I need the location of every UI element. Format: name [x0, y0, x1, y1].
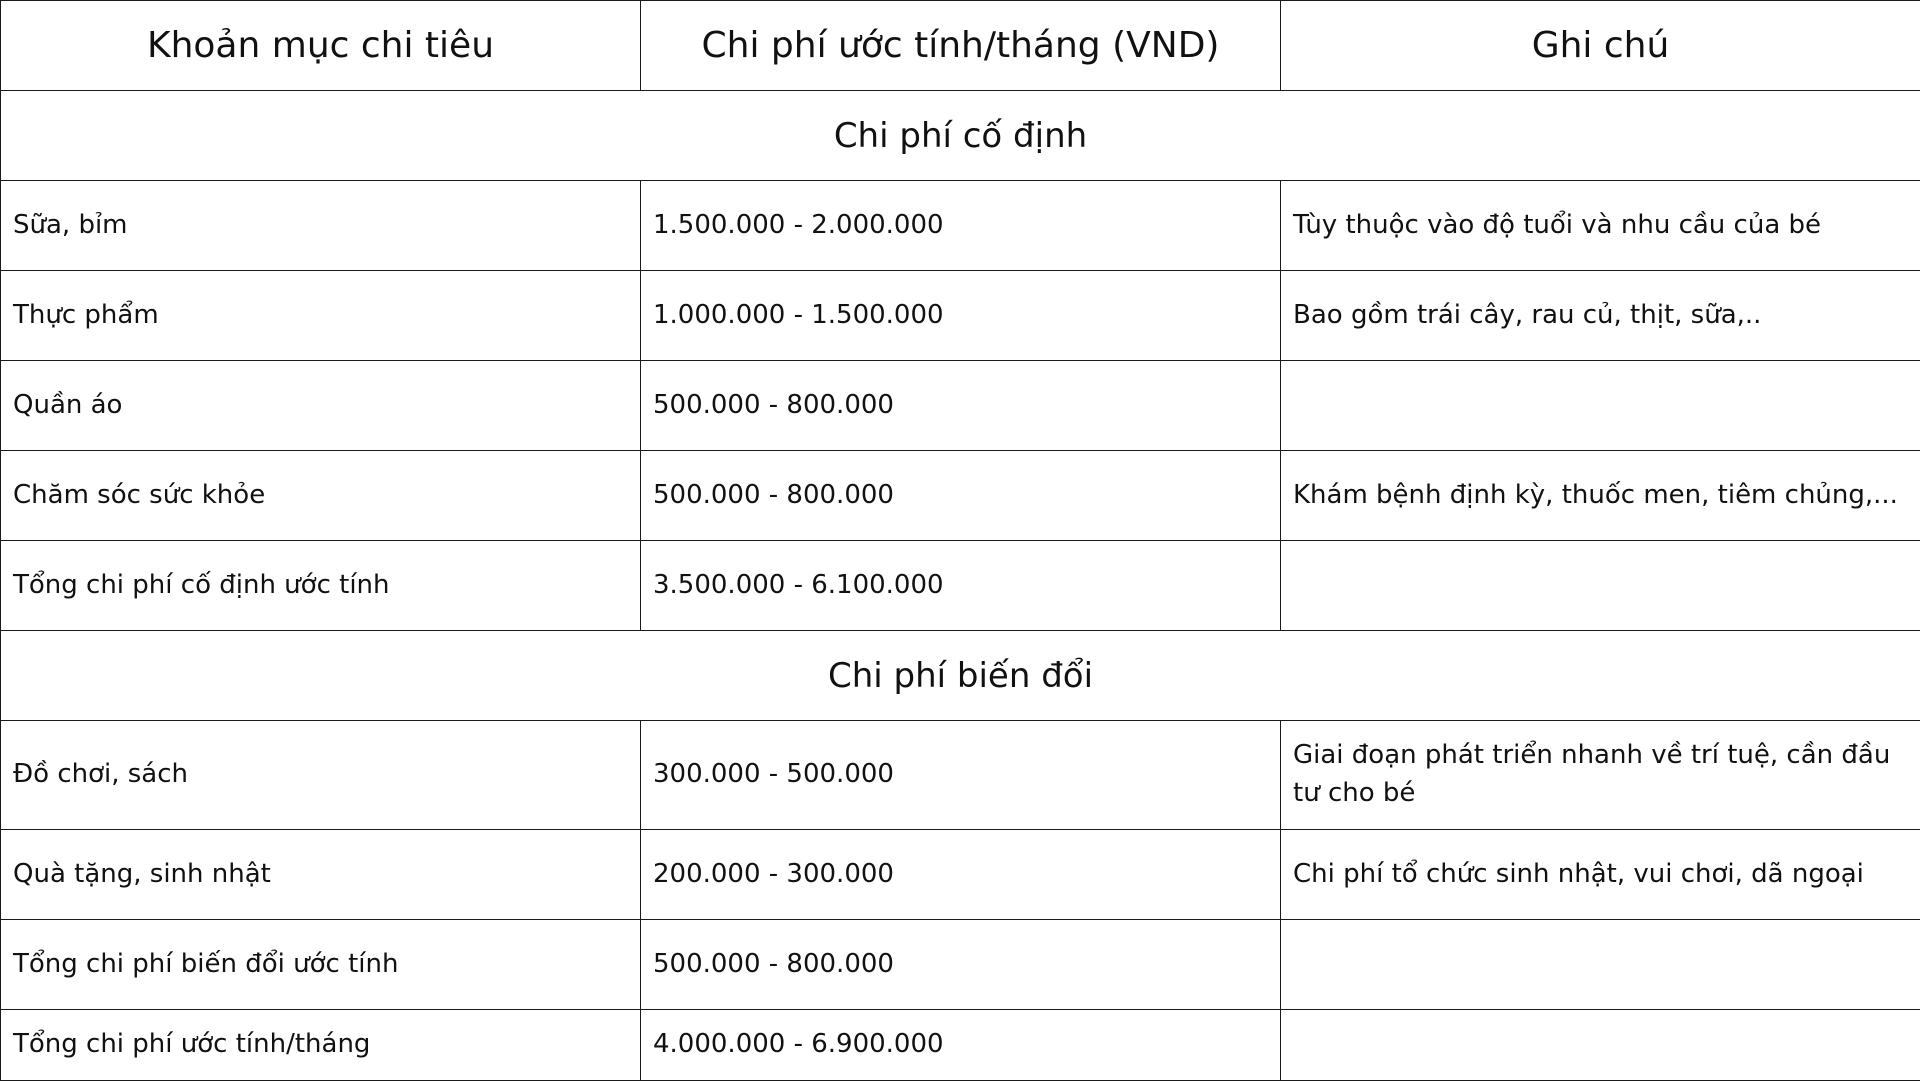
cell-note: Giai đoạn phát triển nhanh về trí tuệ, cần đầu tư cho bé: [1281, 721, 1920, 830]
cell-cost: 1.500.000 - 2.000.000: [641, 181, 1281, 271]
cell-note: Chi phí tổ chức sinh nhật, vui chơi, dã ngoại: [1281, 830, 1920, 920]
table-row: [1, 451, 1920, 541]
table-row-subtotal-fixed: [1, 541, 1920, 631]
cell-cost: 500.000 - 800.000: [641, 451, 1281, 541]
cell-note: [1281, 1010, 1920, 1081]
cell-item: Tổng chi phí ước tính/tháng: [1, 1010, 641, 1081]
cell-item: Thực phẩm: [1, 271, 641, 361]
header-item: Khoản mục chi tiêu: [1, 1, 641, 91]
cell-cost: 4.000.000 - 6.900.000: [641, 1010, 1281, 1081]
section-title: Chi phí biến đổi: [1, 631, 1920, 721]
cell-note: Khám bệnh định kỳ, thuốc men, tiêm chủng,...: [1281, 451, 1920, 541]
cell-item: Đồ chơi, sách: [1, 721, 641, 830]
table-row-subtotal-variable: [1, 920, 1920, 1010]
table-row: [1, 830, 1920, 920]
table-row-grand-total: [1, 1010, 1920, 1081]
cell-cost: 500.000 - 800.000: [641, 361, 1281, 451]
table-row: [1, 181, 1920, 271]
section-header-fixed: [1, 91, 1920, 181]
cell-note: Tùy thuộc vào độ tuổi và nhu cầu của bé: [1281, 181, 1920, 271]
cell-item: Quần áo: [1, 361, 641, 451]
cell-cost: 300.000 - 500.000: [641, 721, 1281, 830]
cell-note: [1281, 361, 1920, 451]
table-row: [1, 721, 1920, 830]
cell-note: Bao gồm trái cây, rau củ, thịt, sữa,..: [1281, 271, 1920, 361]
cell-note: [1281, 541, 1920, 631]
cell-cost: 3.500.000 - 6.100.000: [641, 541, 1281, 631]
cell-cost: 200.000 - 300.000: [641, 830, 1281, 920]
table-header-row: [1, 1, 1920, 91]
cell-item: Tổng chi phí cố định ước tính: [1, 541, 641, 631]
table-row: [1, 361, 1920, 451]
cell-item: Quà tặng, sinh nhật: [1, 830, 641, 920]
section-title: Chi phí cố định: [1, 91, 1920, 181]
cell-cost: 1.000.000 - 1.500.000: [641, 271, 1281, 361]
table-row: [1, 271, 1920, 361]
header-cost: Chi phí ước tính/tháng (VND): [641, 1, 1281, 91]
cell-note: [1281, 920, 1920, 1010]
section-header-variable: [1, 631, 1920, 721]
header-note: Ghi chú: [1281, 1, 1920, 91]
cell-cost: 500.000 - 800.000: [641, 920, 1281, 1010]
cell-item: Chăm sóc sức khỏe: [1, 451, 641, 541]
cell-item: Sữa, bỉm: [1, 181, 641, 271]
cell-item: Tổng chi phí biến đổi ước tính: [1, 920, 641, 1010]
